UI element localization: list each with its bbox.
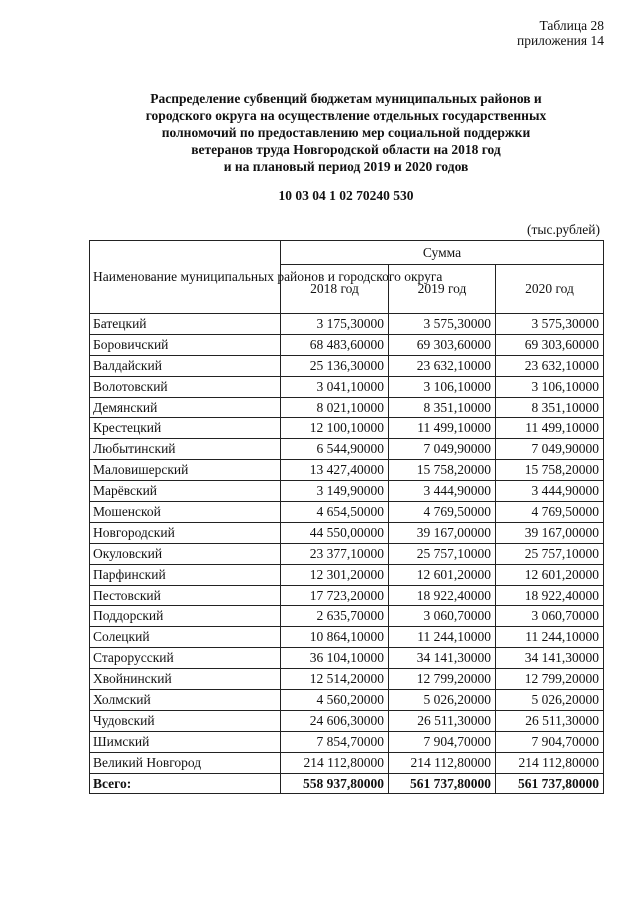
amount-cell-2018: 13 427,40000 — [281, 460, 389, 481]
amount-cell-2020: 3 106,10000 — [496, 376, 604, 397]
amount-cell-2019: 7 904,70000 — [389, 731, 496, 752]
amount-cell-2018: 12 514,20000 — [281, 669, 389, 690]
amount-cell-2019: 7 049,90000 — [389, 439, 496, 460]
district-name-cell: Новгородский — [90, 522, 281, 543]
district-name-cell: Любытинский — [90, 439, 281, 460]
amount-cell-2020: 12 799,20000 — [496, 669, 604, 690]
total-row — [90, 773, 604, 794]
amount-cell-2019: 3 444,90000 — [389, 481, 496, 502]
amount-cell-2019: 18 922,40000 — [389, 585, 496, 606]
district-name-cell: Пестовский — [90, 585, 281, 606]
year-header-2020: 2020 год — [496, 265, 604, 314]
amount-cell-2019: 39 167,00000 — [389, 522, 496, 543]
table-row — [90, 648, 604, 669]
table-row — [90, 502, 604, 523]
appendix-number: приложения 14 — [516, 33, 604, 48]
units-label: (тыс.рублей) — [527, 222, 600, 237]
amount-cell-2020: 3 444,90000 — [496, 481, 604, 502]
amount-cell-2019: 26 511,30000 — [389, 710, 496, 731]
district-name-cell: Крестецкий — [90, 418, 281, 439]
table-row — [90, 334, 604, 355]
amount-cell-2018: 44 550,00000 — [281, 522, 389, 543]
table-row — [90, 731, 604, 752]
table-row — [90, 522, 604, 543]
amount-cell-2020: 34 141,30000 — [496, 648, 604, 669]
amount-cell-2018: 25 136,30000 — [281, 355, 389, 376]
amount-cell-2020: 12 601,20000 — [496, 564, 604, 585]
subvention-table — [89, 240, 604, 794]
amount-cell-2018: 214 112,80000 — [281, 752, 389, 773]
amount-cell-2018: 2 635,70000 — [281, 606, 389, 627]
amount-cell-2020: 25 757,10000 — [496, 543, 604, 564]
amount-cell-2019: 3 106,10000 — [389, 376, 496, 397]
amount-cell-2019: 4 769,50000 — [389, 502, 496, 523]
amount-cell-2020: 4 769,50000 — [496, 502, 604, 523]
amount-cell-2018: 10 864,10000 — [281, 627, 389, 648]
amount-cell-2019: 69 303,60000 — [389, 334, 496, 355]
amount-cell-2020: 5 026,20000 — [496, 690, 604, 711]
amount-cell-2019: 23 632,10000 — [389, 355, 496, 376]
amount-cell-2019: 3 575,30000 — [389, 314, 496, 335]
amount-cell-2020: 3 575,30000 — [496, 314, 604, 335]
table-row — [90, 376, 604, 397]
table-row — [90, 564, 604, 585]
table-row — [90, 690, 604, 711]
table-body — [90, 314, 604, 794]
table-row — [90, 355, 604, 376]
amount-cell-2019: 34 141,30000 — [389, 648, 496, 669]
amount-cell-2018: 4 654,50000 — [281, 502, 389, 523]
amount-cell-2018: 68 483,60000 — [281, 334, 389, 355]
district-name-cell: Валдайский — [90, 355, 281, 376]
table-row — [90, 460, 604, 481]
total-amount-cell-2019: 561 737,80000 — [389, 773, 496, 794]
table-row — [90, 606, 604, 627]
document-title — [90, 90, 602, 204]
amount-cell-2020: 8 351,10000 — [496, 397, 604, 418]
amount-cell-2018: 23 377,10000 — [281, 543, 389, 564]
amount-cell-2018: 6 544,90000 — [281, 439, 389, 460]
district-name-cell: Шимский — [90, 731, 281, 752]
amount-cell-2020: 3 060,70000 — [496, 606, 604, 627]
table-row — [90, 314, 604, 335]
amount-cell-2018: 36 104,10000 — [281, 648, 389, 669]
district-name-cell: Марёвский — [90, 481, 281, 502]
table-row — [90, 418, 604, 439]
amount-cell-2020: 18 922,40000 — [496, 585, 604, 606]
table-row — [90, 543, 604, 564]
district-name-cell: Хвойнинский — [90, 669, 281, 690]
district-name-cell: Чудовский — [90, 710, 281, 731]
amount-cell-2020: 7 904,70000 — [496, 731, 604, 752]
amount-cell-2018: 17 723,20000 — [281, 585, 389, 606]
district-name-cell: Поддорский — [90, 606, 281, 627]
district-name-cell: Окуловский — [90, 543, 281, 564]
year-header-2018: 2018 год — [281, 265, 389, 314]
amount-cell-2019: 11 244,10000 — [389, 627, 496, 648]
budget-classification-code: 10 03 04 1 02 70240 530 — [278, 188, 414, 203]
amount-cell-2020: 69 303,60000 — [496, 334, 604, 355]
district-name-cell: Солецкий — [90, 627, 281, 648]
amount-cell-2019: 8 351,10000 — [389, 397, 496, 418]
amount-cell-2019: 15 758,20000 — [389, 460, 496, 481]
table-row — [90, 481, 604, 502]
title-line-2: городского округа на осуществление отдельных государственных — [145, 108, 547, 123]
table-row — [90, 710, 604, 731]
amount-cell-2020: 15 758,20000 — [496, 460, 604, 481]
amount-cell-2020: 23 632,10000 — [496, 355, 604, 376]
amount-cell-2018: 8 021,10000 — [281, 397, 389, 418]
amount-cell-2019: 11 499,10000 — [389, 418, 496, 439]
total-amount-cell-2018: 558 937,80000 — [281, 773, 389, 794]
amount-cell-2018: 7 854,70000 — [281, 731, 389, 752]
amount-cell-2020: 214 112,80000 — [496, 752, 604, 773]
amount-cell-2018: 12 301,20000 — [281, 564, 389, 585]
amount-cell-2019: 3 060,70000 — [389, 606, 496, 627]
amount-cell-2018: 12 100,10000 — [281, 418, 389, 439]
table-row — [90, 669, 604, 690]
amount-cell-2019: 5 026,20000 — [389, 690, 496, 711]
amount-cell-2018: 24 606,30000 — [281, 710, 389, 731]
amount-cell-2018: 4 560,20000 — [281, 690, 389, 711]
table-row — [90, 439, 604, 460]
district-name-cell: Холмский — [90, 690, 281, 711]
total-amount-cell-2020: 561 737,80000 — [496, 773, 604, 794]
title-line-5: и на плановый период 2019 и 2020 годов — [223, 159, 469, 174]
appendix-reference — [517, 18, 604, 48]
amount-cell-2020: 26 511,30000 — [496, 710, 604, 731]
total-label-cell: Всего: — [90, 773, 281, 794]
amount-cell-2019: 25 757,10000 — [389, 543, 496, 564]
amount-cell-2020: 39 167,00000 — [496, 522, 604, 543]
title-line-3: полномочий по предоставлению мер социальной поддержки — [161, 125, 531, 140]
amount-cell-2019: 12 601,20000 — [389, 564, 496, 585]
table-row — [90, 752, 604, 773]
sum-column-header: Сумма — [281, 241, 604, 265]
amount-cell-2019: 214 112,80000 — [389, 752, 496, 773]
district-name-cell: Боровичский — [90, 334, 281, 355]
amount-cell-2018: 3 041,10000 — [281, 376, 389, 397]
table-number: Таблица 28 — [539, 18, 604, 33]
title-line-4: ветеранов труда Новгородской области на 2018 год — [191, 142, 501, 157]
district-name-cell: Старорусский — [90, 648, 281, 669]
district-name-cell: Парфинский — [90, 564, 281, 585]
amount-cell-2019: 12 799,20000 — [389, 669, 496, 690]
amount-cell-2020: 11 499,10000 — [496, 418, 604, 439]
year-header-2019: 2019 год — [389, 265, 496, 314]
table-row — [90, 397, 604, 418]
district-name-cell: Маловишерский — [90, 460, 281, 481]
district-name-cell: Волотовский — [90, 376, 281, 397]
amount-cell-2020: 7 049,90000 — [496, 439, 604, 460]
table-row — [90, 585, 604, 606]
district-name-cell: Великий Новгород — [90, 752, 281, 773]
district-name-cell: Демянский — [90, 397, 281, 418]
name-column-header: Наименование муниципальных районов и городского округа — [90, 241, 281, 314]
amount-cell-2018: 3 149,90000 — [281, 481, 389, 502]
title-line-1: Распределение субвенций бюджетам муниципальных районов и — [150, 91, 542, 106]
amount-cell-2018: 3 175,30000 — [281, 314, 389, 335]
district-name-cell: Батецкий — [90, 314, 281, 335]
amount-cell-2020: 11 244,10000 — [496, 627, 604, 648]
district-name-cell: Мошенской — [90, 502, 281, 523]
table-row — [90, 627, 604, 648]
